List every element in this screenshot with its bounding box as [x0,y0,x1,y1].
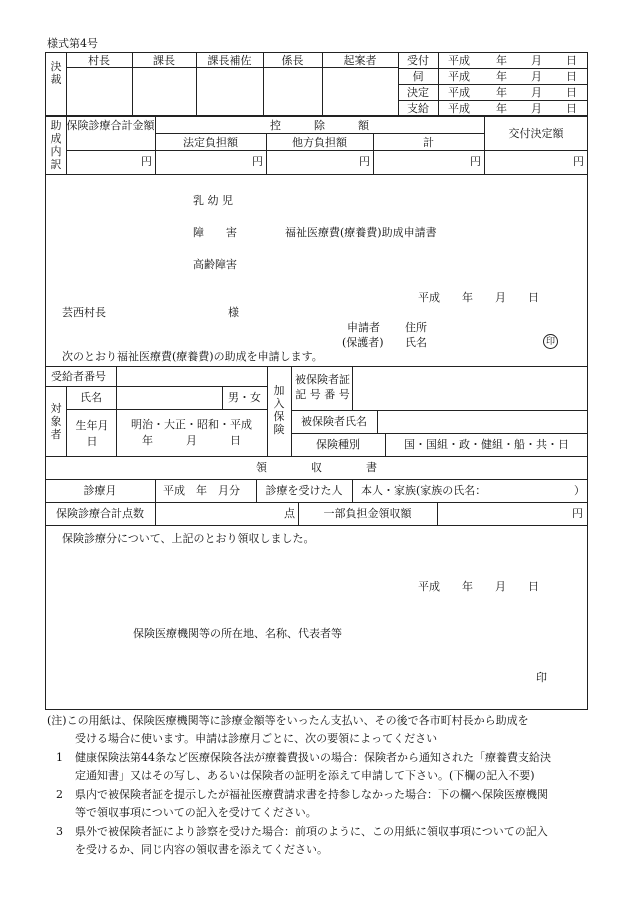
patient-label: 診療を受けた人 [265,484,343,497]
insurance-label: 加入保険 [273,384,285,436]
patient-value: 本人・家族(家族の氏名： [361,484,487,497]
receipt-seal: 印 [536,671,547,684]
approval-col-section: 係長 [281,54,304,67]
application-statement: 次のとおり福祉医療費(療養費)の助成を申請します。 [62,350,323,363]
application-title: 福祉医療費(療養費)助成申請書 [285,226,437,239]
form-number: 様式第4号 [47,37,98,50]
name-label: 氏名 [405,336,427,349]
approval-col-deputy: 課長補佐 [207,54,252,67]
target-name-label: 氏名 [80,391,102,404]
era-options: 明治・大正・昭和・平成 [131,418,252,431]
category-elderly: 高齢障害 [193,258,237,271]
seal-mark: 印 [543,334,558,349]
yen-unit: 円 [252,155,263,168]
points-unit: 点 [284,507,295,520]
yen-unit: 円 [573,155,584,168]
approval-col-mayor: 村長 [88,54,110,67]
category-disability: 障 害 [193,226,237,239]
total-points-label: 保険診療合計点数 [56,507,144,520]
addressee-honorific: 様 [228,306,239,319]
decision-header: 交付決定額 [508,127,564,140]
breakdown-label: 助成内訳 [50,119,62,171]
yen-unit: 円 [470,155,481,168]
yen-unit: 円 [141,155,152,168]
birth-date-label: 生年月日 [75,419,109,448]
receipt-statement: 保険診療分について、上記のとおり領収しました。 [62,532,315,545]
institution-label: 保険医療機関等の所在地、名称、代表者等 [133,627,342,640]
sex-selector: 男・女 [228,391,261,404]
insurance-type-label: 保険種別 [316,438,360,451]
main-form-box [45,116,588,710]
birth-ymd: 年 月 日 [142,434,241,447]
other-burden-header: 他方負担額 [292,136,347,149]
approval-label: 決裁 [50,60,62,86]
yen-unit: 円 [359,155,370,168]
addressee: 芸西村長 [62,306,106,319]
legal-burden-header: 法定負担額 [183,136,238,149]
treatment-month-label: 診療月 [83,484,117,497]
guardian-label: (保護者) [342,336,384,349]
sum-header: 計 [423,136,434,149]
target-person-label: 対象者 [50,402,62,441]
address-label: 住所 [405,321,427,334]
yen-unit: 円 [572,507,583,520]
receipt-title: 領 収 書 [256,461,377,474]
copay-label: 一部負担金領収額 [323,507,412,520]
insured-name-label: 被保険者氏名 [301,415,367,428]
insurance-total-header: 保険診療合計金額 [66,119,155,132]
insurance-card-number-label: 被保険者証記 号 番 号 [295,373,350,401]
applicant-label: 申請者 [347,321,380,334]
approval-col-chief: 課長 [153,54,175,67]
approval-col-drafter: 起案者 [343,54,377,67]
receipt-date: 平成 年 月 日 [418,580,539,593]
recipient-id-label: 受給者番号 [51,370,106,383]
application-date: 平成 年 月 日 [418,291,539,304]
category-infant: 乳 幼 児 [193,194,233,207]
insurance-type-options: 国・国組・政・健組・船・共・日 [404,438,569,451]
treatment-month-value: 平成 年 月分 [163,484,240,497]
deduction-header: 控 除 額 [270,119,369,132]
close-paren: ） [574,484,585,497]
